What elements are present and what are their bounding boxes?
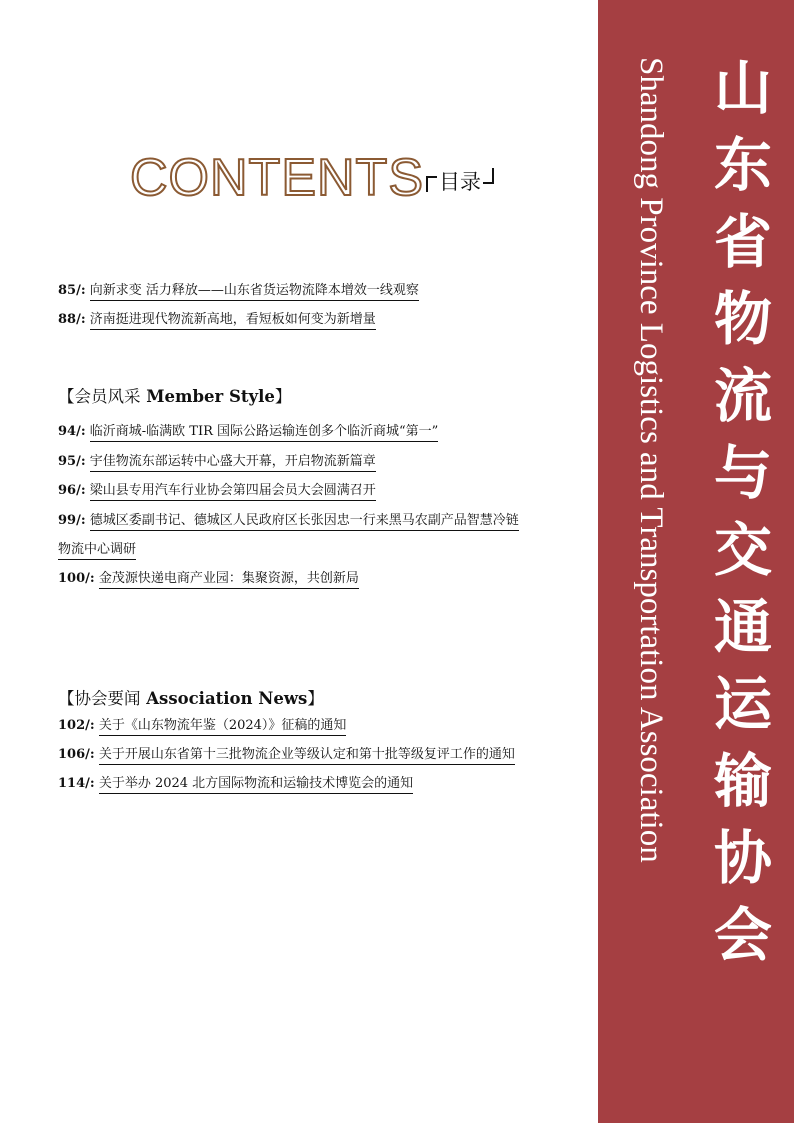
toc-page-number: 99/: bbox=[58, 513, 86, 528]
mulu-heading bbox=[426, 166, 494, 196]
bracket-open: 【 bbox=[58, 689, 75, 708]
toc-page-number: 85/: bbox=[58, 283, 86, 298]
toc-title[interactable]: 临沂商城-临满欧 TIR 国际公路运输连创多个临沂商城“第一” bbox=[90, 424, 439, 442]
toc-entry[interactable] bbox=[58, 482, 376, 500]
association-name-en: Shandong Province Logistics and Transportation Association bbox=[633, 57, 669, 863]
association-cn-char: 协 bbox=[713, 824, 772, 892]
toc-title[interactable]: 德城区委副书记、德城区人民政府区长张因忠一行来黑马农副产品智慧冷链 bbox=[90, 513, 519, 531]
toc-page-number: 96/: bbox=[58, 483, 86, 498]
toc-title[interactable]: 梁山县专用汽车行业协会第四届会员大会圆满召开 bbox=[90, 483, 376, 501]
toc-title[interactable]: 宇佳物流东部运转中心盛大开幕，开启物流新篇章 bbox=[90, 454, 376, 472]
toc-entry[interactable] bbox=[58, 570, 359, 588]
association-cn-char: 与 bbox=[713, 439, 772, 507]
section-en-title: Member Style bbox=[146, 387, 275, 406]
toc-title[interactable]: 向新求变 活力释放——山东省货运物流降本增效一线观察 bbox=[90, 283, 419, 301]
association-cn-char: 省 bbox=[713, 208, 772, 276]
association-cn-char: 物 bbox=[713, 285, 772, 353]
toc-title[interactable]: 济南挺进现代物流新高地，看短板如何变为新增量 bbox=[90, 312, 376, 330]
toc-title[interactable]: 金茂源快递电商产业园：集聚资源，共创新局 bbox=[99, 571, 359, 589]
section-cn-title: 会员风采 bbox=[74, 387, 141, 406]
toc-page-number: 88/: bbox=[58, 312, 86, 327]
section-heading-association-news bbox=[58, 685, 324, 709]
toc-entry[interactable] bbox=[58, 423, 438, 441]
association-cn-char: 交 bbox=[713, 516, 772, 584]
toc-entry[interactable] bbox=[58, 282, 419, 300]
association-cn-char: 会 bbox=[713, 901, 772, 969]
contents-heading: CONTENTS bbox=[130, 149, 424, 207]
association-cn-char: 东 bbox=[713, 131, 772, 199]
toc-title[interactable]: 关于《山东物流年鉴（2024）》征稿的通知 bbox=[99, 718, 347, 736]
toc-entry[interactable] bbox=[58, 311, 376, 329]
section-en-title: Association News bbox=[146, 689, 308, 708]
association-name-cn bbox=[708, 50, 778, 974]
toc-entry[interactable] bbox=[58, 512, 519, 530]
toc-title-continuation[interactable]: 物流中心调研 bbox=[58, 542, 136, 560]
toc-page-number: 114/: bbox=[58, 776, 95, 791]
mulu-label: 目录 bbox=[439, 170, 481, 194]
toc-page-number: 100/: bbox=[58, 571, 95, 586]
association-cn-char: 通 bbox=[713, 593, 772, 661]
section-heading-member-style bbox=[58, 383, 291, 407]
toc-entry[interactable] bbox=[58, 775, 413, 793]
association-cn-char: 流 bbox=[713, 362, 772, 430]
toc-entry[interactable] bbox=[58, 746, 515, 764]
toc-page-number: 95/: bbox=[58, 454, 86, 469]
bracket-close: 】 bbox=[274, 387, 292, 406]
toc-page-number: 94/: bbox=[58, 424, 86, 439]
bracket-open: 【 bbox=[58, 387, 75, 406]
bracket-close: 】 bbox=[307, 689, 324, 708]
corner-bracket-left-icon bbox=[426, 176, 437, 192]
toc-entry-continuation[interactable] bbox=[58, 541, 136, 559]
toc-entry[interactable] bbox=[58, 453, 376, 471]
section-cn-title: 协会要闻 bbox=[74, 689, 141, 708]
association-cn-char: 输 bbox=[713, 747, 772, 815]
corner-bracket-right-icon bbox=[483, 168, 494, 184]
association-cn-char: 运 bbox=[713, 670, 772, 738]
toc-entry[interactable] bbox=[58, 717, 346, 735]
association-cn-char: 山 bbox=[713, 54, 772, 122]
toc-page-number: 102/: bbox=[58, 718, 95, 733]
toc-page-number: 106/: bbox=[58, 747, 95, 762]
toc-title[interactable]: 关于开展山东省第十三批物流企业等级认定和第十批等级复评工作的通知 bbox=[99, 747, 515, 765]
toc-title[interactable]: 关于举办 2024 北方国际物流和运输技术博览会的通知 bbox=[99, 776, 413, 794]
